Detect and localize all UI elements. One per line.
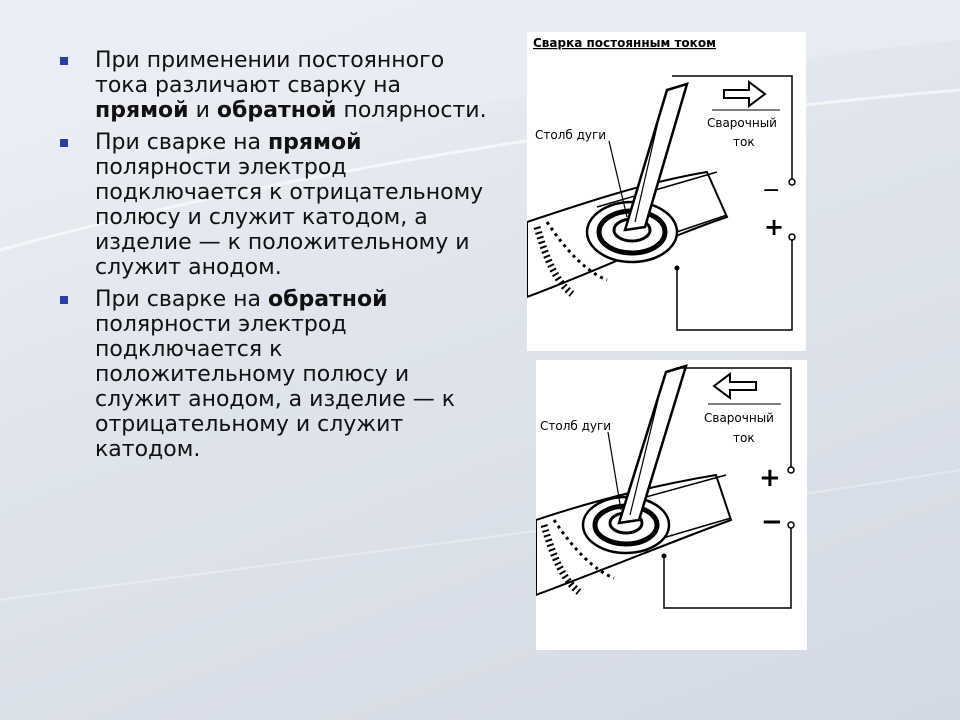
arrow-left-icon bbox=[714, 374, 756, 398]
current-label-line2: ток bbox=[733, 135, 755, 149]
bullet-list bbox=[58, 48, 488, 469]
bullet-square-icon bbox=[60, 296, 68, 304]
current-label-line2: ток bbox=[733, 431, 755, 445]
current-label-line1: Сварочный bbox=[707, 116, 777, 130]
arc-label: Столб дуги bbox=[535, 128, 607, 142]
current-label-line1: Сварочный bbox=[704, 411, 774, 425]
arrow-right-icon bbox=[724, 82, 765, 106]
top-terminal-sign: − bbox=[762, 178, 781, 203]
figure-title: Сварка постоянным током bbox=[533, 36, 716, 50]
straight-polarity-figure bbox=[527, 32, 806, 351]
reverse-polarity-figure bbox=[536, 360, 807, 650]
bullet-square-icon bbox=[60, 139, 68, 147]
bottom-terminal-sign: − bbox=[761, 507, 783, 537]
bullet-item: При сварке на обратной полярности электрод подключается к положительному полюсу и служит анодом, а изделие — к отрицательному и служит катодом. bbox=[58, 287, 488, 462]
top-terminal-sign: + bbox=[759, 463, 781, 493]
bullet-item: При сварке на прямой полярности электрод подключается к отрицательному полюсу и служит катодом, а изделие — к положительному и служит анодом. bbox=[58, 130, 488, 280]
bullet-item: При применении постоянного тока различают сварку на прямой и обратной полярности. bbox=[58, 48, 488, 123]
bullet-square-icon bbox=[60, 57, 68, 65]
arc-label: Столб дуги bbox=[540, 419, 612, 433]
bottom-terminal-sign: + bbox=[764, 213, 785, 241]
